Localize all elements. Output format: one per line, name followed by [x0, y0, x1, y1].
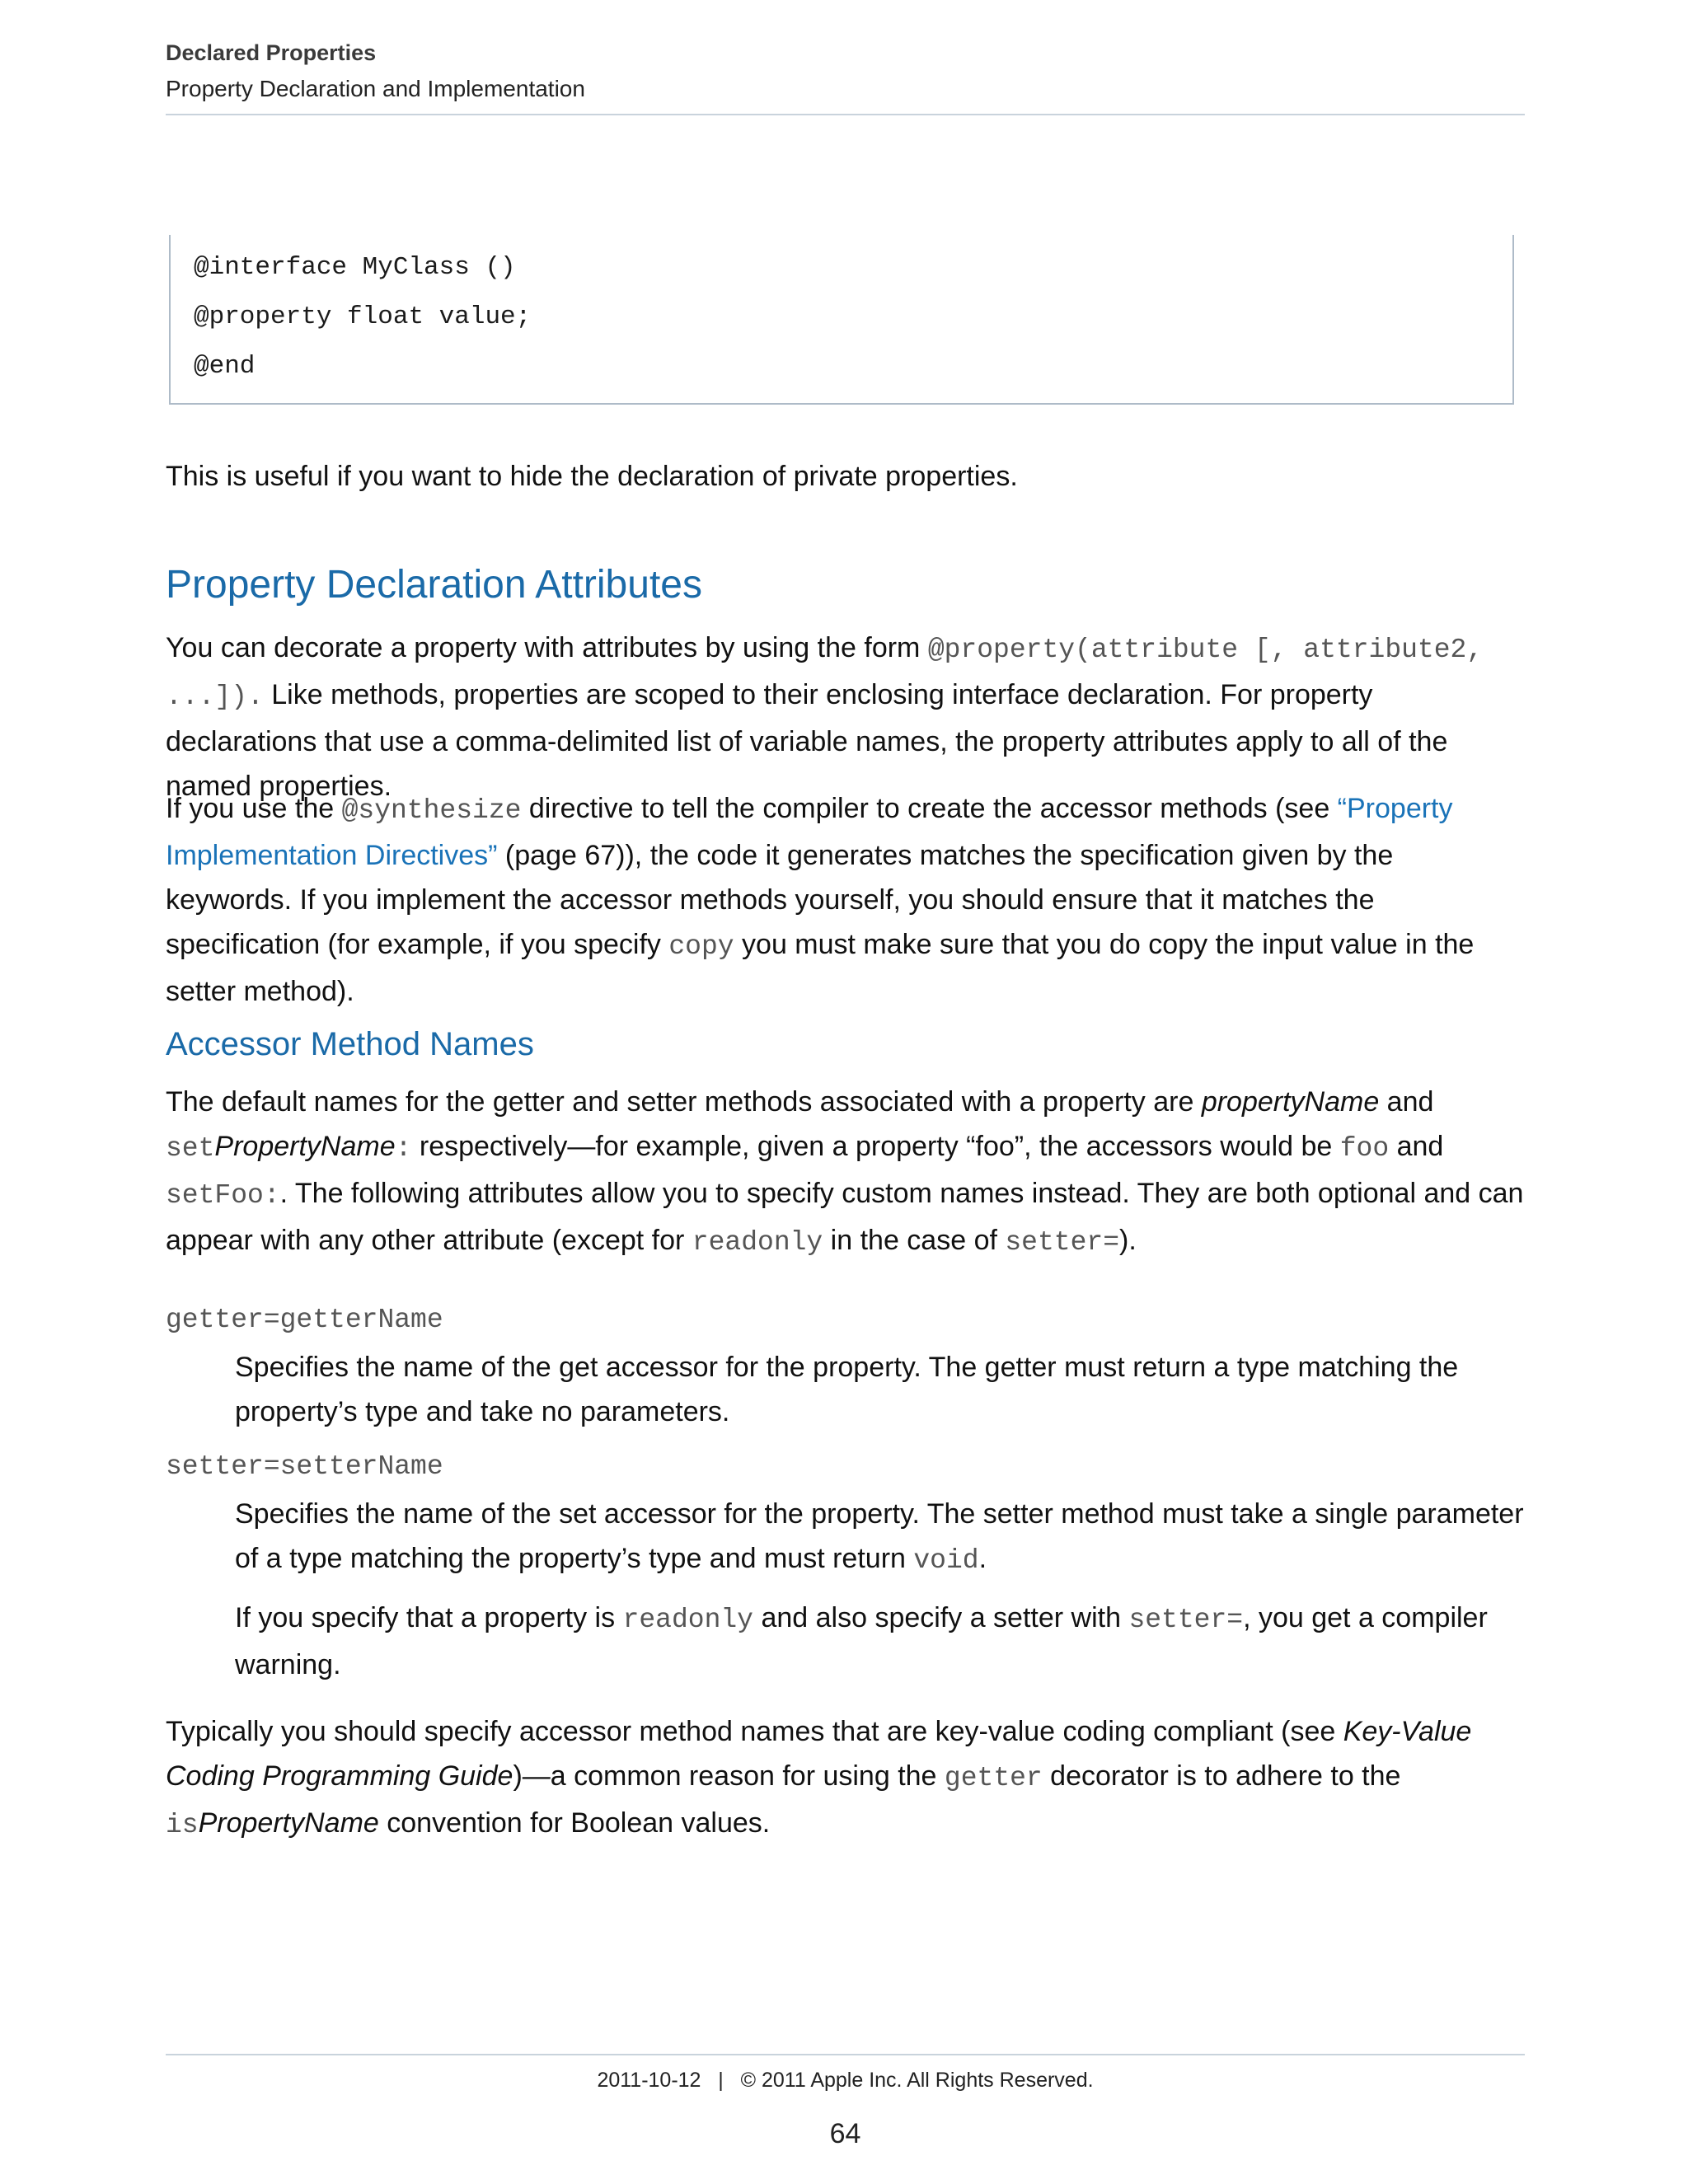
- inline-code: ...]).: [166, 682, 264, 712]
- paragraph-kvc: Typically you should specify accessor method names that are key-value coding compliant (see Key-Value Coding Programming Guide)—a common reason for using the getter decorator is to adhere to the isPropertyName convention for Boolean values.: [166, 1716, 1472, 1840]
- chapter-header: Declared Properties: [166, 40, 377, 65]
- paragraph-synthesize: If you use the @synthesize directive to tell the compiler to create the accessor methods (see “Property Implementation Directives” (page 67)), the code it generates matches the specification given by the keywords. If you implement the accessor methods yourself, you should ensure that it matches the specification (for example, if you specify copy you must make sure that you do copy the input value in the setter method).: [166, 793, 1475, 1007]
- definition-term-setter: setter=setterName: [166, 1451, 443, 1482]
- definition-setter: Specifies the name of the set accessor for the property. The setter method must take a single parameter of a type matching the property’s type and must return void.: [235, 1498, 1524, 1576]
- code-line: @interface MyClass (): [194, 253, 516, 282]
- inline-code: copy: [668, 931, 734, 962]
- paragraph-private-properties: This is useful if you want to hide the declaration of private properties.: [166, 461, 1018, 492]
- section-header: Property Declaration and Implementation: [166, 76, 585, 101]
- page-number: 64: [829, 2118, 861, 2149]
- definition-term-getter: getter=getterName: [166, 1305, 443, 1335]
- definition-setter-note: If you specify that a property is readonly and also specify a setter with setter=, you get a compiler warning.: [235, 1602, 1488, 1680]
- footer-copyright: 2011-10-12 | © 2011 Apple Inc. All Rights Reserved.: [597, 2069, 1094, 2092]
- paragraph-default-names: The default names for the getter and setter methods associated with a property are propertyName and setPropertyName: respectively—for example, given a property “foo”, the accessors would be foo and setFoo:. The following attributes allow you to specify custom names instead. They are both optional and can appear with any other attribute (except for readonly in the case of setter=).: [166, 1086, 1524, 1258]
- paragraph-attributes: You can decorate a property with attributes by using the form @property(attribute [, attribute2, ...]). Like methods, properties are scoped to their enclosing interface declaration. For property declarations that use a comma-delimited list of variable names, the property attributes apply to all of the named properties.: [166, 632, 1484, 802]
- code-block: [169, 235, 1514, 405]
- code-line: @property float value;: [194, 302, 532, 331]
- header-divider: [166, 114, 1525, 115]
- inline-code: @property(attribute [, attribute2,: [927, 635, 1484, 665]
- footer-divider: [166, 2054, 1525, 2055]
- section-title: Property Declaration Attributes: [166, 563, 702, 607]
- definition-getter: Specifies the name of the get accessor for the property. The getter must return a type matching the property’s type and take no parameters.: [235, 1352, 1459, 1427]
- subsection-title: Accessor Method Names: [166, 1026, 534, 1062]
- link-property-implementation-directives[interactable]: “Property Implementation Directives”: [166, 793, 1453, 871]
- code-line: @end: [194, 352, 256, 381]
- inline-code: @synthesize: [341, 795, 522, 826]
